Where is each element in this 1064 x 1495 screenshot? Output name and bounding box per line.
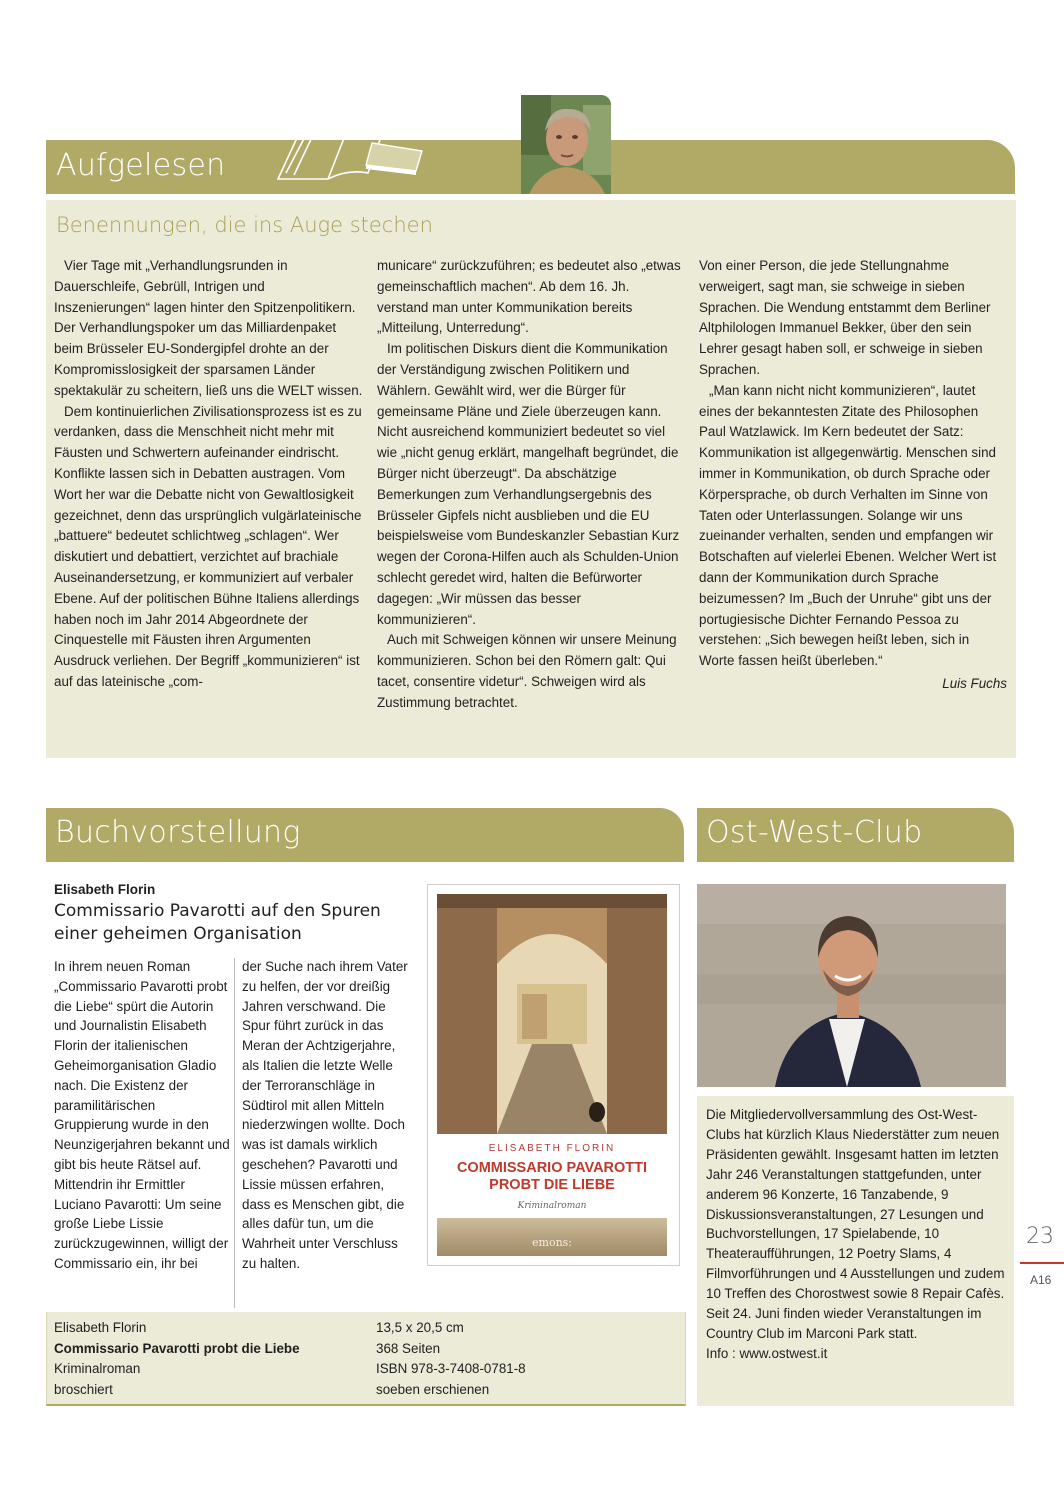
aufgelesen-subtitle: Benennungen, die ins Auge stechen: [56, 213, 433, 237]
cover-author: ELISABETH FLORIN: [488, 1143, 616, 1154]
info-line: Elisabeth Florin: [54, 1320, 147, 1335]
book-info-left: [54, 1318, 364, 1400]
column-divider: [234, 958, 235, 1308]
info-line: Commissario Pavarotti probt die Liebe: [54, 1340, 300, 1356]
info-line: 13,5 x 20,5 cm: [376, 1320, 464, 1335]
book-review-column-2: der Suche nach ihrem Vater zu helfen, der vor dreißig Jahren verschwand. Die Spur führt zurück in das Meran der Achtzigerjahre, als Italien die letzte Welle der Terroranschläge in Südtirol mit allen Mitteln niederzwingen wollte. Doch was ist damals wirklich geschehen? Pavarotti und Lissie müssen erfahren, dass es Menschen gibt, die alles dafür tun, um die Wahrheit unter Verschluss zu halten.: [242, 959, 408, 1271]
book-author: Elisabeth Florin: [54, 882, 156, 897]
aufgelesen-column-2: [377, 256, 682, 714]
cover-title-line: PROBT DIE LIEBE: [489, 1177, 615, 1193]
book-headline: Commissario Pavarotti auf den Spuren einer geheimen Organisation: [54, 901, 381, 944]
book-review-column-1: In ihrem neuen Roman „Commissario Pavarotti probt die Liebe“ spürt die Autorin und Journalistin Elisabeth Florin der italienischen Geheimorganisation Gladio nach. Die Existenz der paramilitärischen Gruppierung wurde in den Neunzigerjahren bekannt und gibt bis heute Rätsel auf. Mittendrin ihr Ermittler Luciano Pavarotti: Um seine große Liebe Lissie zurückzugewinnen, willigt der Commissario ein, ihr bei: [54, 959, 230, 1271]
ostwest-body: [706, 1105, 1006, 1364]
cover-publisher: emons:: [532, 1236, 572, 1249]
buchvorstellung-title: Buchvorstellung: [55, 815, 301, 850]
ostwest-paragraph: Die Mitgliedervollversammlung des Ost-West-Clubs hat kürzlich Klaus Niederstätter zum neuen Präsidenten gewählt. Insgesamt hatten im letzten Jahr 246 Veranstaltungen stattgefunden, unter anderem 96 Konzerte, 16 Tanzabende, 9 Diskussionsveranstaltungen, 27 Lesungen und Buchvorstellungen, 17 Spielabende, 10 Theateraufführungen, 12 Poetry Slams, 4 Filmvorführungen und 4 Ausstellungen und zudem 10 Treffen des Chorostwest sowie 8 Repair Cafès. Seit 24. Juni finden wieder Veranstaltungen im Country Club im Marconi Park statt.: [706, 1107, 1005, 1341]
info-line: 368 Seiten: [376, 1340, 441, 1356]
paragraph: „Man kann nicht nicht kommunizieren“, lautet eines der bekanntesten Zitate des Philosophen Paul Watzlawick. Im Kern bedeutet der Satz: Kommunikation ist allgegenwärtig. Menschen sind immer in Kommunikation, ob durch Sprache oder Körpersprache, ob durch Verhalten im Sinne von Taten oder Unterlassungen. Solange wir uns zueinander verhalten, senden und empfangen wir Botschaften auf vielerlei Ebenen. Welcher Wert ist dann der Kommunikation durch Sprache beizumessen? Im „Buch der Unruhe“ gibt uns der portugiesische Dichter Fernando Pessoa zu verstehen: „Sich bewegen heißt leben, sich in Worte fassen heißt überleben.“: [699, 382, 997, 669]
info-line: broschiert: [54, 1381, 113, 1397]
article-author: Luis Fuchs: [942, 675, 1007, 691]
aufgelesen-column-1: [54, 256, 364, 693]
paragraph: Von einer Person, die jede Stellungnahme verweigert, sagt man, sie schweige in sieben Sprachen. Die Wendung entstammt dem Berliner Altphilologen Immanuel Bekker, über den sein Lehrer gesagt haben soll, er schweige in sieben Sprachen.: [699, 258, 991, 377]
paragraph: Im politischen Diskurs dient die Kommunikation der Verständigung zwischen Politikern und Wählern. Gewählt wird, wer die Bürger für gemeinsame Pläne und Ziele überzeugen kann. Nicht ausreichend kommuniziert bedeutet so viel wie „nicht genug erklärt, mangelhaft begründet, die Bürger nicht überzeugt“. Da abschätzige Bemerkungen zum Verhandlungsergebnis des Brüsseler Gipfels nicht ausblieben und die EU beispielsweise vom Bundeskanzler Sebastian Kurz wegen der Corona-Hilfen auch als Schulden-Union schlecht geredet wird, halten die Befürworter dagegen: „Wir müssen das besser kommunizieren“.: [377, 341, 680, 627]
paragraph: Vier Tage mit „Verhandlungsrunden in Dauerschleife, Gebrüll, Intrigen und Inszenierungen“ lagen hinter den Spitzenpolitikern. Der Verhandlungspoker um das Milliardenpaket beim Brüsseler EU-Sondergipfel drohte an der Kompromisslosigkeit der sparsamen Länder spektakulär zu scheitern, ließ uns die WELT wissen.: [54, 258, 363, 398]
ostwest-info-link[interactable]: Info : www.ostwest.it: [706, 1345, 828, 1361]
page-code: A16: [1030, 1273, 1052, 1287]
cover-genre: Kriminalroman: [517, 1201, 587, 1211]
aufgelesen-column-3: [699, 256, 1007, 695]
info-line: ISBN 978-3-7408-0781-8: [376, 1361, 526, 1376]
page-number-rule: [1020, 1262, 1064, 1264]
paragraph: Dem kontinuierlichen Zivilisationsprozess ist es zu verdanken, dass die Menschheit nicht mehr mit Fäusten und Schwertern aufeinander eindrischt. Konflikte lassen sich in Debatten austragen. Vom Wort her war die Debatte nicht von Gewaltlosigkeit gezeichnet, denn das ursprünglich vulgärlateinische „battuere“ bedeutet schlichtweg „schlagen“. Wer diskutiert und debattiert, verzichtet auf brachiale Auseinandersetzung, er kommuniziert auf verbaler Ebene. Auf der politischen Bühne Italiens allerdings haben noch im Jahr 2014 Abgeordnete der Cinquestelle mit Fäusten ihren Argumenten Ausdruck verliehen. Der Begriff „kommunizieren“ ist auf das lateinische „com-: [54, 403, 362, 689]
book-cover-image: [437, 894, 667, 1134]
aufgelesen-title: Aufgelesen: [56, 148, 226, 183]
paragraph: municare“ zurückzuführen; es bedeutet also „etwas gemeinschaftlich machen“. Ab dem 16. Jh. verstand man unter Kommunikation bereits „Mitteilung, Unterredung“.: [377, 258, 681, 336]
book-info-right: [376, 1318, 676, 1400]
info-line: Kriminalroman: [54, 1361, 141, 1376]
paragraph: Auch mit Schweigen können wir unsere Meinung kommunizieren. Schon bei den Römern galt: Qui tacet, consentire videtur“. Schweigen wird als Zustimmung betrachtet.: [377, 632, 677, 710]
info-line: soeben erschienen: [376, 1381, 490, 1397]
open-book-icon: [276, 113, 424, 183]
cover-title-line: COMMISSARIO PAVAROTTI: [456, 1160, 648, 1176]
page-number: 23: [1026, 1224, 1054, 1249]
president-photo: [697, 884, 1006, 1087]
cover-title: [437, 1160, 667, 1194]
author-portrait-photo: [521, 95, 611, 194]
ostwest-title: Ost-West-Club: [706, 815, 923, 850]
